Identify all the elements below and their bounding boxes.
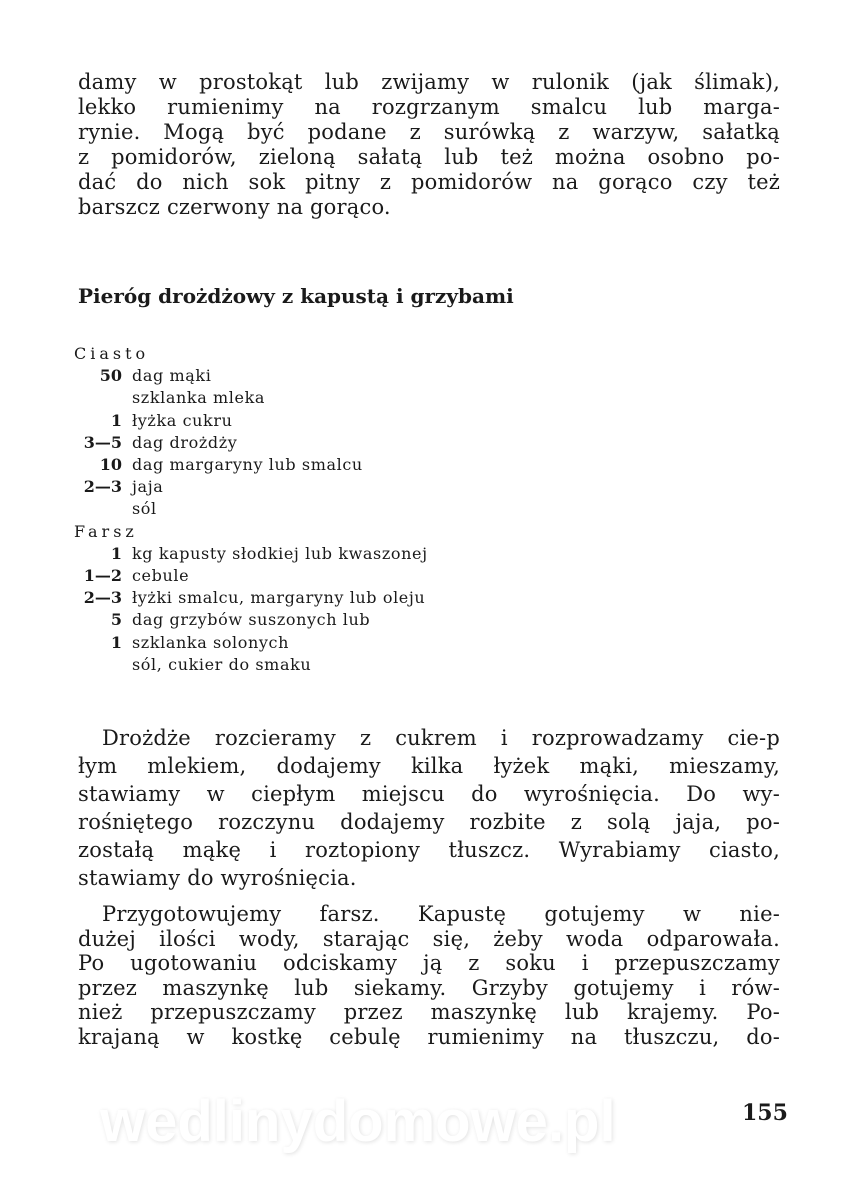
ingredient-quantity: 2—3 (83, 477, 122, 497)
ingredient-row (74, 454, 428, 476)
ingredient-quantity: 1—2 (83, 566, 122, 586)
paragraph-3 (78, 902, 780, 1049)
ingredient-row (74, 498, 428, 520)
ingredient-name: łyżki smalcu, margaryny lub oleju (132, 588, 426, 608)
ingredient-quantity: 2—3 (83, 588, 122, 608)
ingredient-quantity: 1 (110, 632, 122, 652)
ingredient-row (74, 476, 428, 498)
text-line: przez maszynkę lub siekamy. Grzyby gotujemy i rów- (78, 975, 780, 1000)
text-line: krajaną w kostkę cebulę rumienimy na tłuszczu, do- (78, 1024, 780, 1049)
ingredient-name: sól, cukier do smaku (132, 654, 312, 674)
ingredient-row (74, 654, 428, 676)
text-line: dużej ilości wody, starając się, żeby woda odparowała. (78, 926, 780, 951)
ingredient-name: dag margaryny lub smalcu (132, 455, 363, 475)
paragraph-2 (78, 724, 780, 892)
ingredient-row (74, 587, 428, 609)
text-line: łym mlekiem, dodajemy kilka łyżek mąki, mieszamy, (78, 754, 780, 778)
text-line: rośniętego rozczynu dodajemy rozbite z solą jaja, po- (78, 810, 780, 834)
ingredient-row (74, 632, 428, 654)
text-line: stawiamy do wyrośnięcia. (78, 866, 357, 890)
ingredient-name: szklanka solonych (132, 632, 290, 652)
watermark: wedlinydomowe.pl (100, 1089, 616, 1154)
ingredient-quantity: 5 (110, 610, 122, 630)
text-line: Drożdże rozcieramy z cukrem i rozprowadzamy cie-p (102, 726, 780, 750)
text-line: lekko rumienimy na rozgrzanym smalcu lub marga- (78, 95, 780, 119)
ingredient-quantity (74, 498, 122, 520)
section-label-ciasto: Ciasto (74, 344, 150, 363)
text-line: z pomidorów, zieloną sałatą lub też można osobno po- (78, 145, 780, 169)
ingredient-row (74, 543, 428, 565)
ingredient-name: szklanka mleka (132, 388, 266, 408)
ingredient-row (74, 565, 428, 587)
ingredient-quantity: 1 (110, 410, 122, 430)
paragraph-1 (78, 70, 780, 220)
text-line: rynie. Mogą być podane z surówką z warzyw, sałatką (78, 120, 780, 144)
ingredient-quantity: 3—5 (83, 432, 122, 452)
ingredient-name: jaja (132, 477, 164, 497)
ingredient-name: kg kapusty słodkiej lub kwaszonej (132, 543, 428, 563)
ingredient-name: dag grzybów suszonych lub (132, 610, 371, 630)
ingredient-row (74, 365, 428, 387)
page-number: 155 (742, 1100, 788, 1126)
text-line: stawiamy w ciepłym miejscu do wyrośnięcia. Do wy- (78, 782, 780, 806)
ingredient-row (74, 609, 428, 631)
text-line: damy w prostokąt lub zwijamy w rulonik (jak ślimak), (78, 70, 780, 94)
text-line: barszcz czerwony na gorąco. (78, 195, 391, 219)
text-line: dać do nich sok pitny z pomidorów na gorąco czy też (78, 170, 780, 194)
text-line: Po ugotowaniu odciskamy ją z soku i przepuszczamy (78, 951, 780, 975)
text-line: Przygotowujemy farsz. Kapustę gotujemy w nie- (102, 902, 780, 926)
text-line: nież przepuszczamy przez maszynkę lub krajemy. Po- (78, 1000, 780, 1024)
ingredient-quantity: 50 (99, 366, 122, 386)
ingredient-quantity (74, 387, 122, 409)
ingredient-row (74, 432, 428, 454)
ingredient-quantity: 1 (110, 543, 122, 563)
ingredient-name: łyżka cukru (132, 410, 233, 430)
ingredients-list (74, 343, 428, 676)
text-line: zostałą mąkę i roztopiony tłuszcz. Wyrabiamy ciasto, (78, 838, 780, 862)
ingredient-name: sól (132, 499, 157, 519)
ingredient-row (74, 410, 428, 432)
ingredient-quantity (74, 654, 122, 676)
ingredient-name: dag drożdży (132, 432, 238, 452)
recipe-title: Pieróg drożdżowy z kapustą i grzybami (78, 284, 514, 308)
ingredient-quantity: 10 (99, 455, 122, 475)
ingredient-name: dag mąki (132, 366, 212, 386)
section-label-farsz: Farsz (74, 521, 138, 541)
ingredient-name: cebule (132, 566, 190, 586)
ingredient-row (74, 387, 428, 409)
